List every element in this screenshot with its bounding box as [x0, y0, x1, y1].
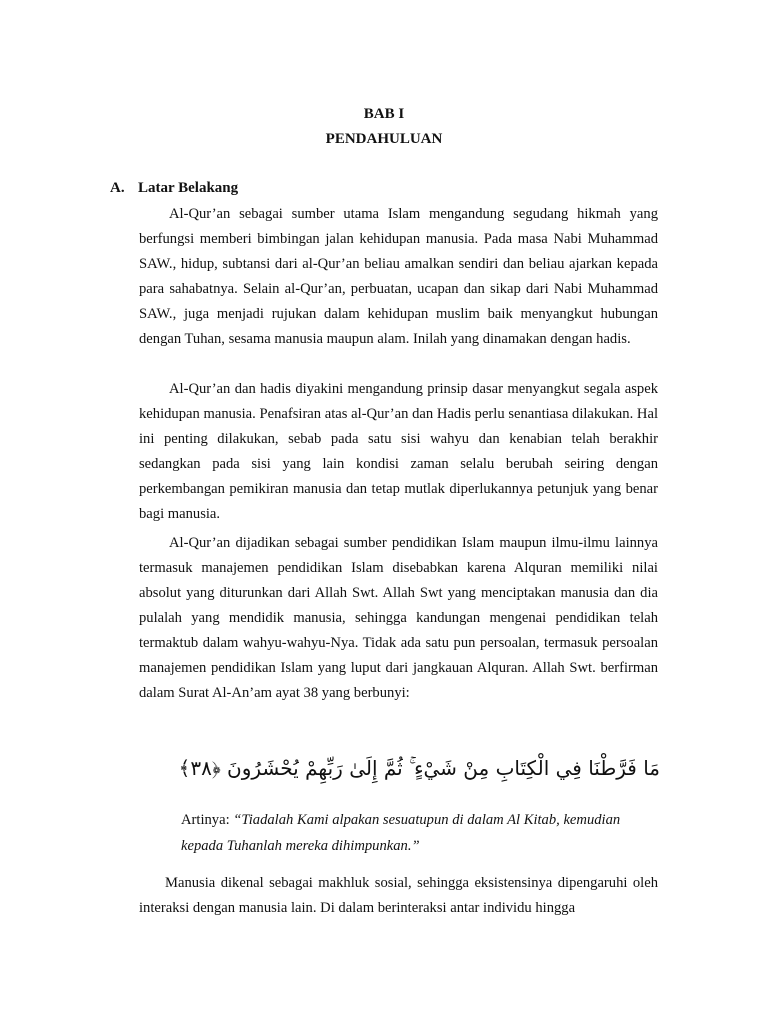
section-number: A.: [110, 180, 125, 196]
paragraph-3: Al-Qur’an dijadikan sebagai sumber pendidikan Islam maupun ilmu-ilmu lainnya termasuk manajemen pendidikan Islam disebabkan karena Alquran memiliki nilai absolut yang diturunkan dari Allah Swt. Allah Swt yang menciptakan manusia dan dia pulalah yang mendidik manusia, sehingga kandungan mengenai pendidikan telah termaktub dalam wahyu-wahyu-Nya. Tidak ada satu pun persoalan, termasuk persoalan manajemen pendidikan Islam yang luput dari jangkauan Alquran. Allah Swt. berfirman dalam Surat Al-An’am ayat 38 yang berbunyi:: [139, 535, 658, 701]
chapter-label: BAB I: [363, 106, 405, 122]
translation-label: Artinya:: [181, 812, 234, 828]
section-title: Latar Belakang: [138, 180, 239, 196]
chapter-title: PENDAHULUAN: [325, 131, 443, 147]
verse-translation: [181, 807, 661, 859]
paragraph-1: Al-Qur’an sebagai sumber utama Islam mengandung segudang hikmah yang berfungsi memberi bimbingan jalan kehidupan manusia. Pada masa Nabi Muhammad SAW., hidup, subtansi dari al-Qur’an beliau amalkan sendiri dan beliau ajarkan kepada para sahabatnya. Selain al-Qur’an, perbuatan, ucapan dan sikap dari Nabi Muhammad SAW., juga menjadi rujukan dalam kehidupan muslim baik menyangkut hubungan dengan Tuhan, sesama manusia maupun alam. Inilah yang dinamakan dengan hadis.: [139, 206, 658, 347]
translation-text: “Tiadalah Kami alpakan sesuatupun di dalam Al Kitab, kemudian kepada Tuhanlah mereka dihimpunkan.”: [181, 812, 621, 854]
paragraph-2: Al-Qur’an dan hadis diyakini mengandung prinsip dasar menyangkut segala aspek kehidupan manusia. Penafsiran atas al-Qur’an dan Hadis perlu senantiasa dilakukan. Hal ini penting dilakukan, sebab pada satu sisi wahyu dan kenabian telah berakhir sedangkan pada sisi yang lain kondisi zaman selalu berubah seiring dengan perkembangan pemikiran manusia dan tetap mutlak diperlukannya petunjuk yang benar bagi manusia.: [139, 381, 658, 522]
arabic-verse: مَا فَرَّطْنَا فِي الْكِتَابِ مِنْ شَيْءٍ ۚ ثُمَّ إِلَىٰ رَبِّهِمْ يُحْشَرُونَ ﴿٣٨﴾: [178, 756, 660, 780]
section-heading: [110, 179, 238, 197]
paragraph-4: Manusia dikenal sebagai makhluk sosial, sehingga eksistensinya dipengaruhi oleh interaksi dengan manusia lain. Di dalam berinteraksi antar individu hingga: [139, 875, 658, 916]
